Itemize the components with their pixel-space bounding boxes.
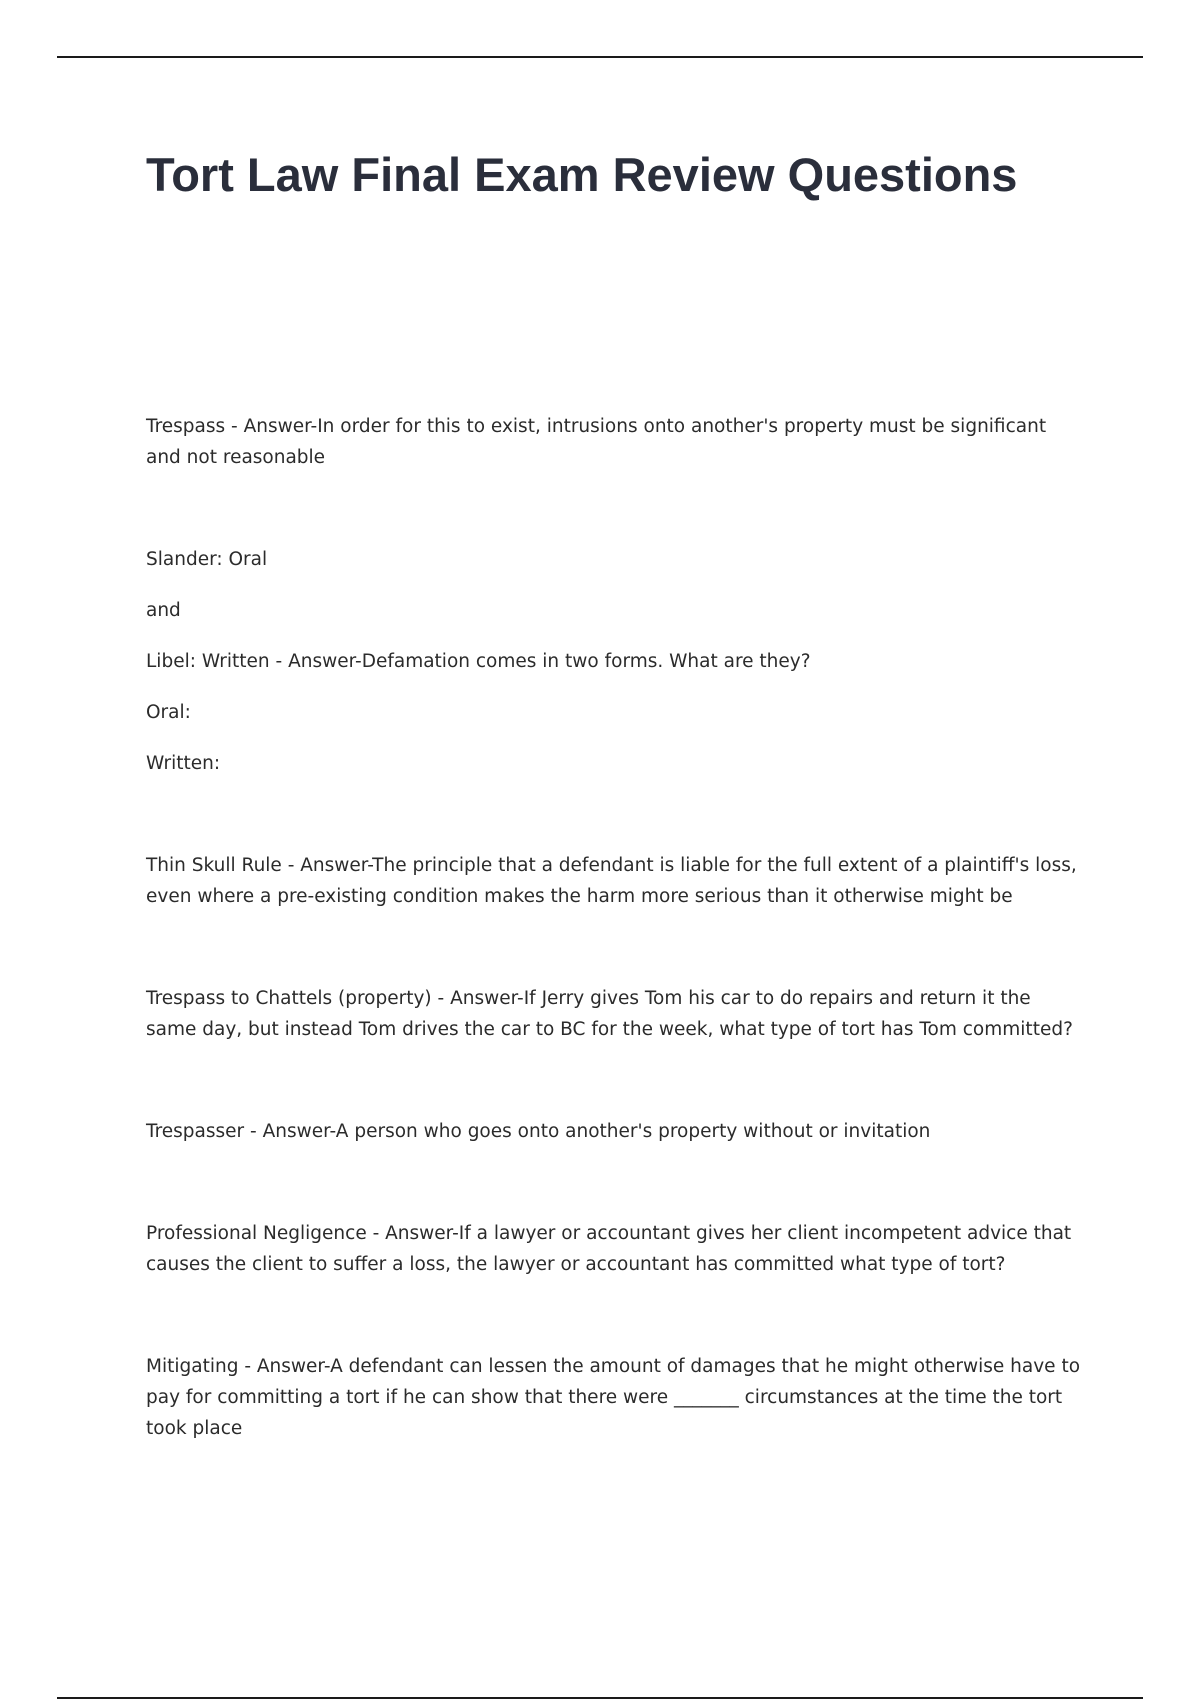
card-defamation-line-4: Oral:: [146, 702, 191, 723]
top-divider: [57, 56, 1143, 58]
card-trespass-to-chattels: Trespass to Chattels (property) - Answer-If Jerry gives Tom his car to do repairs and return it the same day, but instead Tom drives the car to BC for the week, what type of tort has Tom committed?: [146, 988, 1073, 1040]
card-trespasser: Trespasser - Answer-A person who goes onto another's property without or invitation: [146, 1121, 931, 1142]
card-mitigating: Mitigating - Answer-A defendant can lessen the amount of damages that he might otherwise have to pay for committing a tort if he can show that there were _______ circumstances at the time the tort took place: [146, 1356, 1081, 1439]
flashcard-list: [146, 411, 1081, 1444]
card-professional-negligence: Professional Negligence - Answer-If a lawyer or accountant gives her client incompetent advice that causes the client to suffer a loss, the lawyer or accountant has committed what type of tort?: [146, 1223, 1072, 1275]
card-thin-skull-rule: Thin Skull Rule - Answer-The principle that a defendant is liable for the full extent of a plaintiff's loss, even where a pre-existing condition makes the harm more serious than it otherwise might be: [146, 855, 1077, 907]
bottom-divider: [57, 1697, 1143, 1699]
card-defamation-line-2: and: [146, 600, 181, 621]
card-defamation-line-1: Slander: Oral: [146, 549, 268, 570]
card-defamation-line-5: Written:: [146, 753, 221, 774]
card-trespass: Trespass - Answer-In order for this to exist, intrusions onto another's property must be significant and not reasonable: [146, 416, 1047, 468]
page-title: Tort Law Final Exam Review Questions: [146, 148, 1018, 201]
card-defamation-line-3: Libel: Written - Answer-Defamation comes in two forms. What are they?: [146, 651, 811, 672]
